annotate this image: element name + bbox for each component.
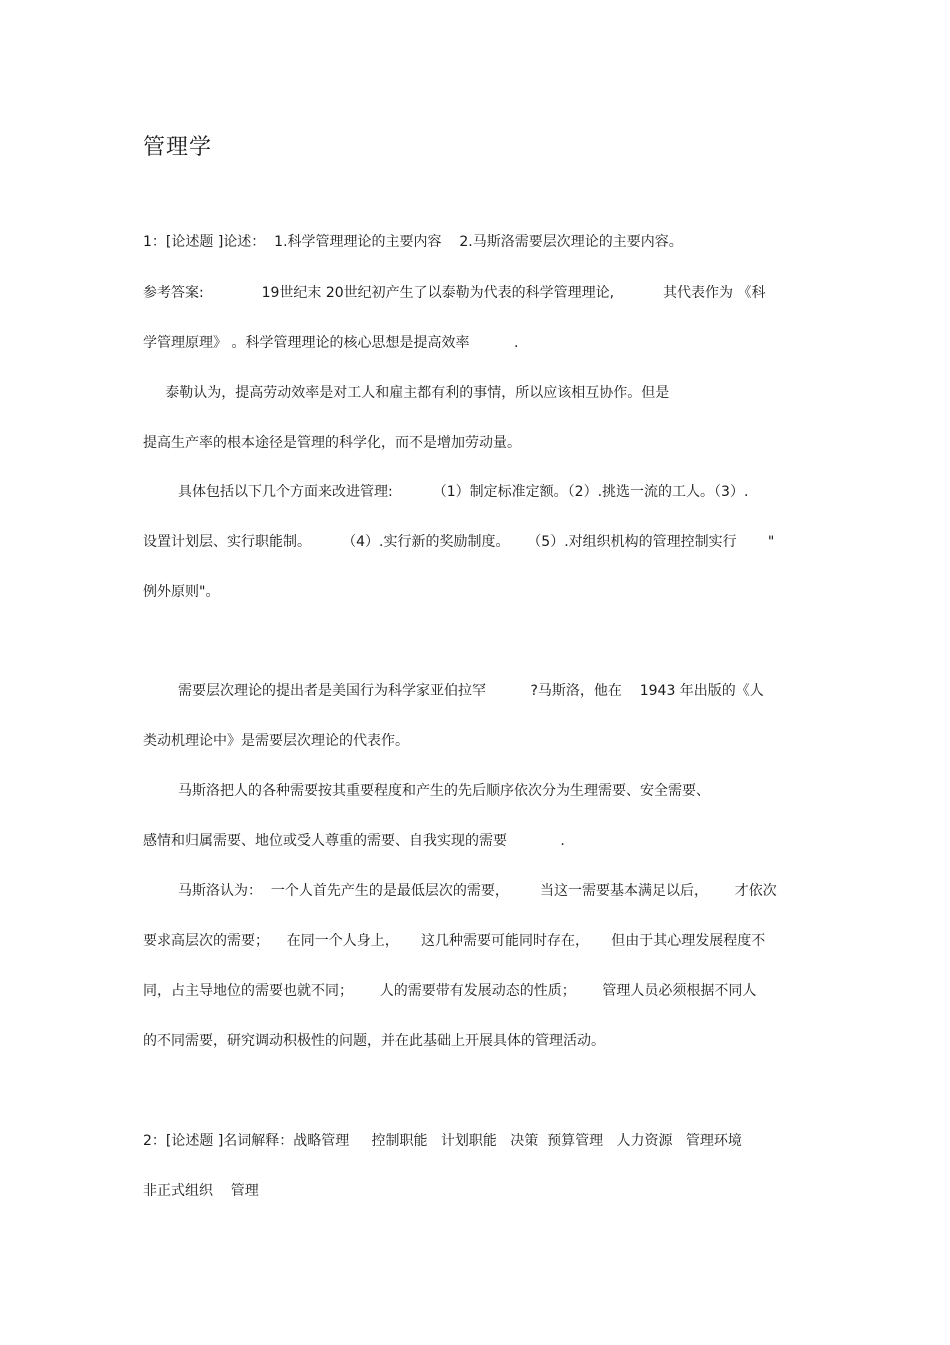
answer-line: 马斯洛把人的各种需要按其重要程度和产生的先后顺序依次分为生理需要、安全需要、: [178, 783, 710, 799]
answer-line: 的不同需要，研究调动积极性的问题，并在此基础上开展具体的管理活动。: [143, 1033, 605, 1049]
answer-line: 参考答案: 19世纪末 20世纪初产生了以泰勒为代表的科学管理理论, 其代表作为 《科: [143, 285, 766, 301]
answer-line: 泰勒认为，提高劳动效率是对工人和雇主都有利的事情，所以应该相互协作。但是: [143, 385, 670, 401]
document-title: 管理学: [143, 135, 213, 160]
answer-line: 例外原则"。: [143, 584, 220, 600]
answer-line: 设置计划层、实行职能制。 （4）.实行新的奖励制度。 （5）.对组织机构的管理控制实行 ": [143, 534, 775, 550]
answer-line: 学管理原理》 。科学管理理论的核心思想是提高效率 .: [143, 335, 519, 351]
answer-line: 同，占主导地位的需要也就不同； 人的需要带有发展动态的性质； 管理人员必须根据不同人: [143, 983, 757, 999]
answer-line: 提高生产率的根本途径是管理的科学化，而不是增加劳动量。: [143, 435, 521, 451]
answer-line: 马斯洛认为： 一个人首先产生的是最低层次的需要， 当这一需要基本满足以后， 才依次: [178, 883, 777, 899]
question-2-terms: 非正式组织 管理: [143, 1183, 259, 1199]
answer-line: 要求高层次的需要； 在同一个人身上， 这几种需要可能同时存在， 但由于其心理发展程度不: [143, 933, 766, 949]
question-2-heading: 2：[论述题 ]名词解释：战略管理 控制职能 计划职能 决策 预算管理 人力资源 管理环境: [143, 1133, 742, 1149]
question-1-heading: 1：[论述题 ]论述： 1.科学管理理论的主要内容 2.马斯洛需要层次理论的主要内容。: [143, 234, 683, 250]
answer-line: 具体包括以下几个方面来改进管理: （1）制定标准定额。（2）.挑选一流的工人。（3）.: [178, 484, 749, 500]
answer-line: 类动机理论中》是需要层次理论的代表作。: [143, 733, 409, 749]
answer-line: 需要层次理论的提出者是美国行为科学家亚伯拉罕 ?马斯洛，他在 1943 年出版的《人: [178, 683, 764, 699]
answer-line: 感情和归属需要、地位或受人尊重的需要、自我实现的需要 .: [143, 833, 565, 849]
